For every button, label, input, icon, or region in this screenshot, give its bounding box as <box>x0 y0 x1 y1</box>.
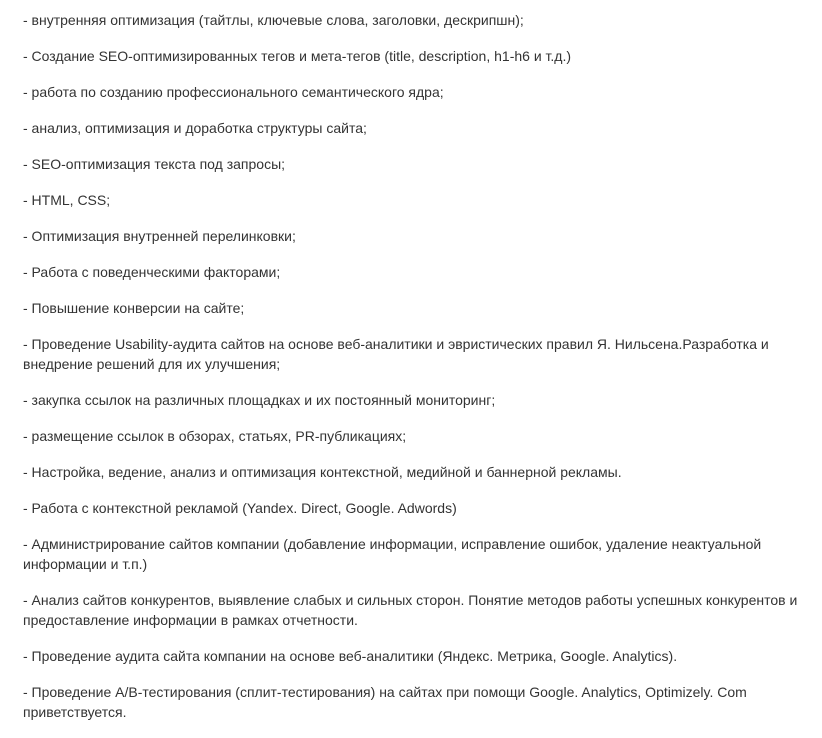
list-item: - SEO-оптимизация текста под запросы; <box>23 156 286 172</box>
requirements-list <box>23 10 803 738</box>
list-item: - Проведение A/B-тестирования (сплит-тестирования) на сайтах при помощи Google. Analytics, Optimizely. Com приветствуется. <box>23 684 747 720</box>
list-item: - Проведение аудита сайта компании на основе веб-аналитики (Яндекс. Метрика, Google. Analytics). <box>23 648 678 664</box>
list-item: - Проведение Usability-аудита сайтов на основе веб-аналитики и эвристических правил Я. Нильсена.Разработка и внедрение решений для их улучшения; <box>23 336 769 372</box>
list-item: - Работа с поведенческими факторами; <box>23 264 281 280</box>
list-item: - Оптимизация внутренней перелинковки; <box>23 228 296 244</box>
list-item: - работа по созданию профессионального семантического ядра; <box>23 84 444 100</box>
list-item: - Работа с контекстной рекламой (Yandex. Direct, Google. Adwords) <box>23 500 457 516</box>
list-item: - размещение ссылок в обзорах, статьях, PR-публикациях; <box>23 428 407 444</box>
list-item: - анализ, оптимизация и доработка структуры сайта; <box>23 120 367 136</box>
list-item: - Анализ сайтов конкурентов, выявление слабых и сильных сторон. Понятие методов работы успешных конкурентов и предоставление информации в рамках отчетности. <box>23 592 798 628</box>
list-item: - внутренняя оптимизация (тайтлы, ключевые слова, заголовки, дескрипшн); <box>23 12 524 28</box>
list-item: - закупка ссылок на различных площадках и их постоянный мониторинг; <box>23 392 496 408</box>
list-item: - Администрирование сайтов компании (добавление информации, исправление ошибок, удаление неактуальной информации и т.п.) <box>23 536 762 572</box>
list-item: - Настройка, ведение, анализ и оптимизация контекстной, медийной и баннерной рекламы. <box>23 464 622 480</box>
list-item: - Создание SEO-оптимизированных тегов и мета-тегов (title, description, h1-h6 и т.д.) <box>23 48 572 64</box>
list-item: - HTML, CSS; <box>23 192 111 208</box>
list-item: - Повышение конверсии на сайте; <box>23 300 245 316</box>
